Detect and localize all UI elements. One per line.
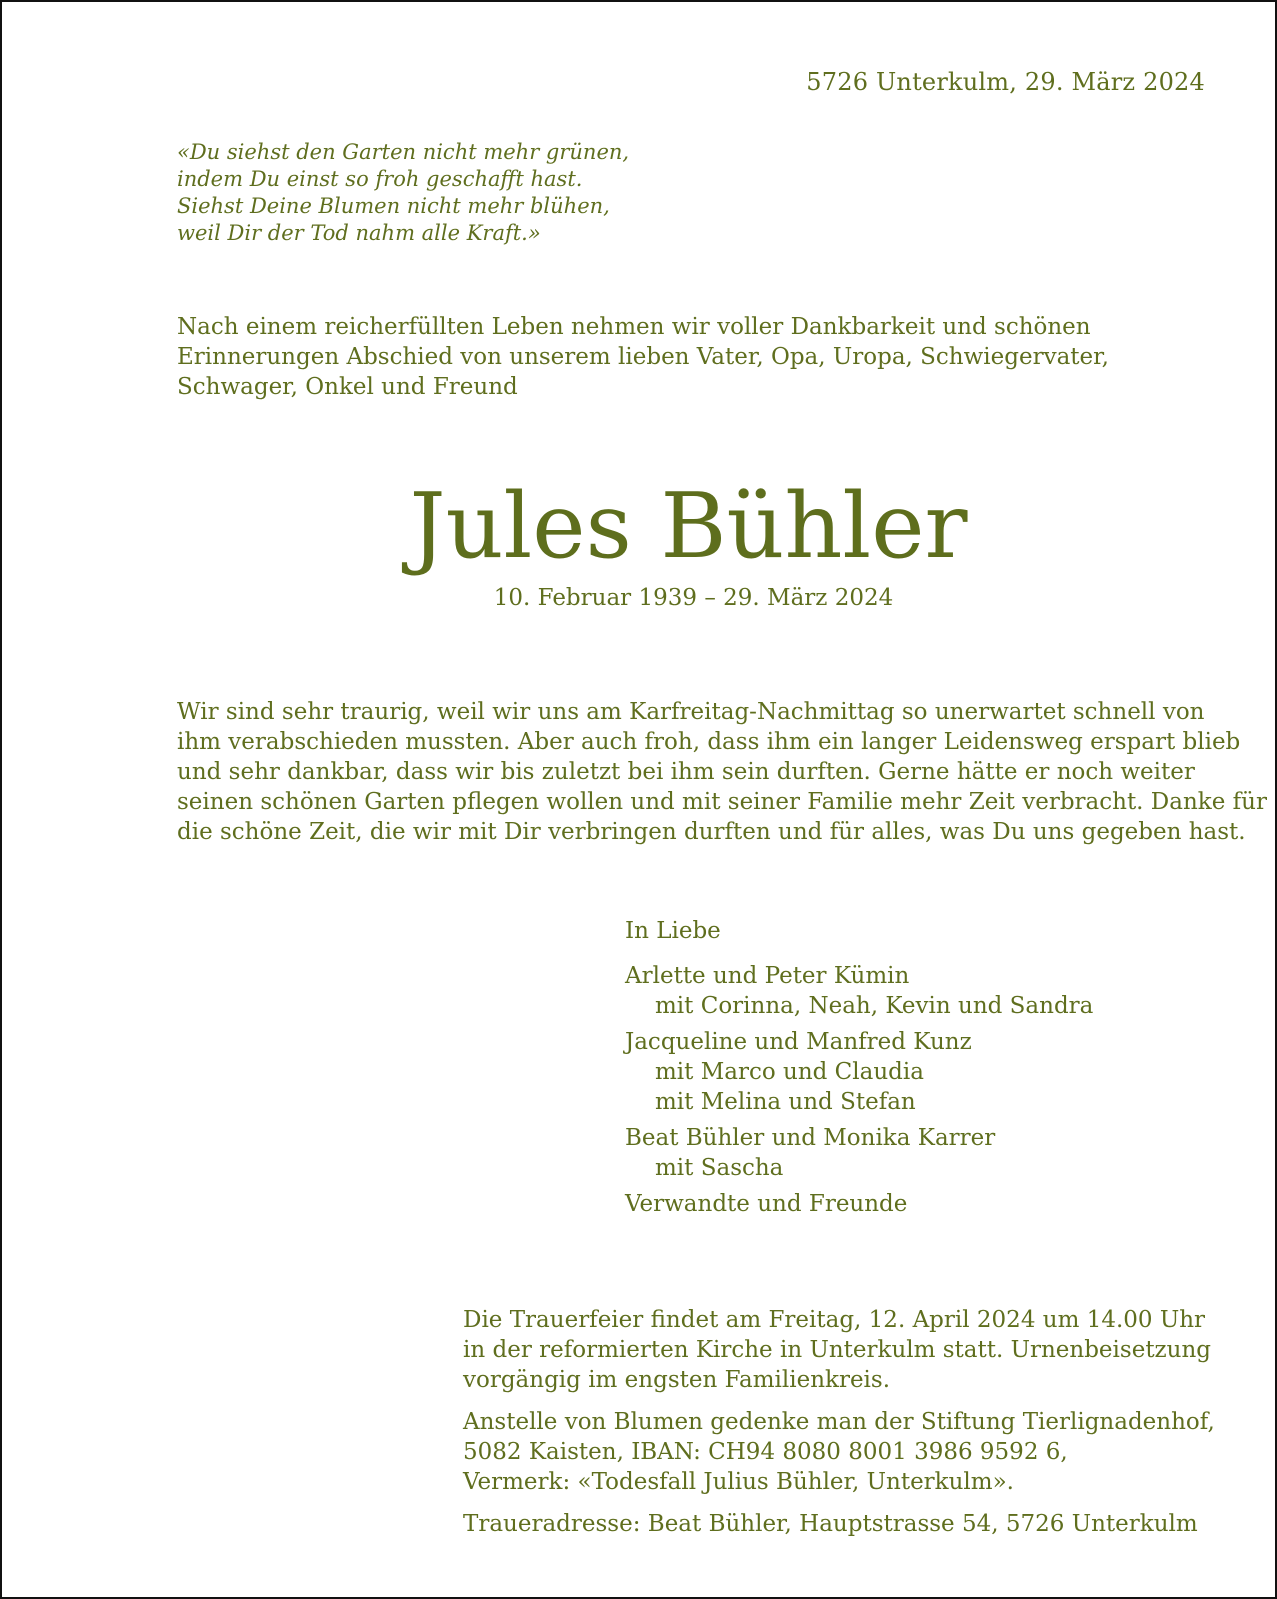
intro-paragraph [177,312,1109,402]
family-head: Verwandte und Freunde [625,1191,908,1217]
signature-opener: In Liebe [625,918,721,944]
family-member: mit Sascha [655,1155,784,1181]
quote-line: «Du siehst den Garten nicht mehr grünen, [177,140,630,164]
mourners-list [625,916,1093,1225]
donation-line: Anstelle von Blumen gedenke man der Stiftung Tierlignadenhof, [463,1409,1215,1435]
family-group [625,961,1093,1021]
family-head: Beat Bühler und Monika Karrer [625,1125,996,1151]
family-head: Arlette und Peter Kümin [625,963,910,989]
family-member: mit Melina und Stefan [655,1089,916,1115]
address-line: Traueradresse: Beat Bühler, Hauptstrasse 54, 5726 Unterkulm [463,1511,1198,1537]
family-group [625,1189,1093,1219]
intro-line: Schwager, Onkel und Freund [177,374,518,400]
family-group [625,1027,1093,1117]
family-member: mit Corinna, Neah, Kevin und Sandra [655,993,1094,1019]
family-member: mit Marco und Claudia [655,1059,924,1085]
ceremony-line: Die Trauerfeier findet am Freitag, 12. April 2024 um 14.00 Uhr [463,1307,1206,1333]
intro-line: Erinnerungen Abschied von unserem lieben Vater, Opa, Uropa, Schwiegervater, [177,344,1109,370]
mourning-address [463,1509,1215,1539]
donation-info [463,1407,1215,1497]
message-line: seinen schönen Garten pflegen wollen und mit seiner Familie mehr Zeit verbracht. Danke für [177,789,1267,815]
family-head: Jacqueline und Manfred Kunz [625,1029,972,1055]
deceased-name: Jules Bühler [409,474,968,579]
message-line: und sehr dankbar, dass wir bis zuletzt bei ihm sein durften. Gerne hätte er noch weiter [177,759,1195,785]
ceremony-line: in der reformierten Kirche in Unterkulm statt. Urnenbeisetzung [463,1337,1212,1363]
message-paragraph [177,697,1267,847]
quote-line: Siehst Deine Blumen nicht mehr blühen, [177,194,610,218]
message-line: ihm verabschieden mussten. Aber auch froh, dass ihm ein langer Leidensweg erspart blieb [177,729,1241,755]
place-date: 5726 Unterkulm, 29. März 2024 [806,68,1205,96]
message-line: Wir sind sehr traurig, weil wir uns am Karfreitag-Nachmittag so unerwartet schnell von [177,699,1205,725]
ceremony-line: vorgängig im engsten Familienkreis. [463,1367,891,1393]
family-group [625,1123,1093,1183]
quote-line: weil Dir der Tod nahm alle Kraft.» [177,221,541,245]
donation-line: Vermerk: «Todesfall Julius Bühler, Unterkulm». [463,1469,1014,1495]
ceremony-info [463,1305,1215,1395]
donation-line: 5082 Kaisten, IBAN: CH94 8080 8001 3986 9592 6, [463,1439,1068,1465]
poem-quote [177,139,629,247]
quote-line: indem Du einst so froh geschafft hast. [177,167,583,191]
message-line: die schöne Zeit, die wir mit Dir verbringen durften und für alles, was Du uns gegeben hast. [177,819,1246,845]
intro-line: Nach einem reicherfüllten Leben nehmen wir voller Dankbarkeit und schönen [177,314,1091,340]
service-notes [463,1305,1215,1551]
lifespan-dates: 10. Februar 1939 – 29. März 2024 [493,585,894,611]
